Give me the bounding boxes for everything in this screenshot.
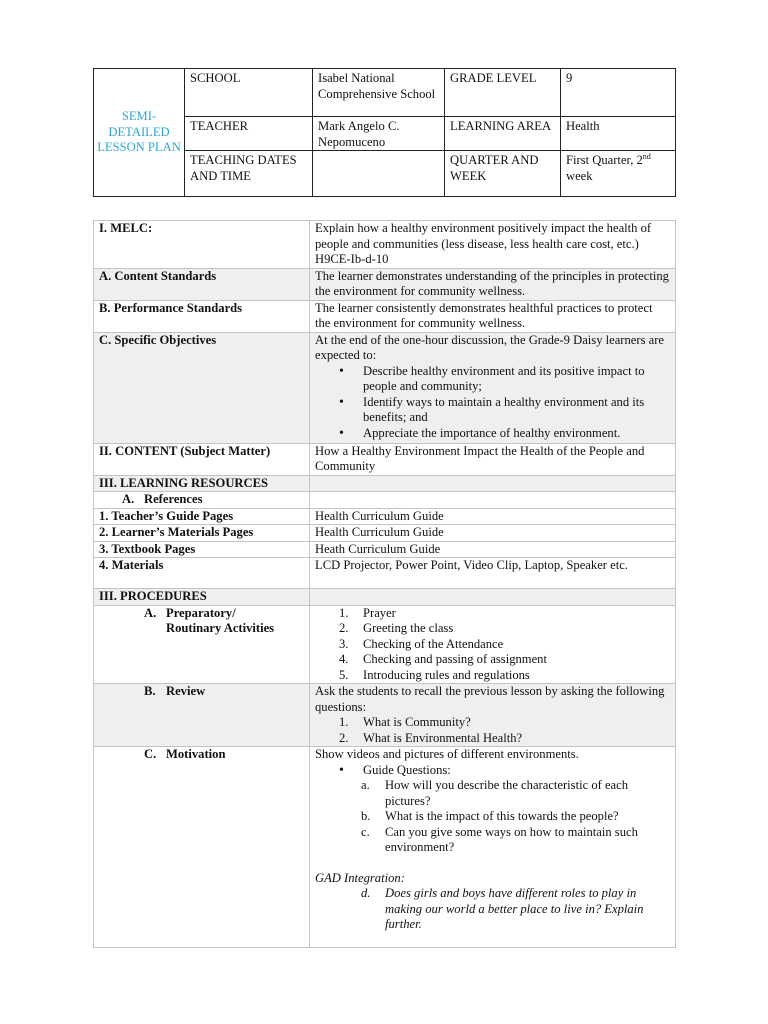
- review-label: [94, 684, 310, 747]
- preparatory-row: [94, 605, 676, 684]
- list-item: 1. What is Community?: [339, 715, 471, 729]
- objectives-intro: At the end of the one-hour discussion, the Grade-9 Daisy learners are expected to:: [315, 332, 665, 362]
- learners-materials-label: 2. Learner’s Materials Pages: [94, 525, 310, 542]
- motivation-row: [94, 747, 676, 948]
- textbook-label: 3. Textbook Pages: [94, 541, 310, 558]
- school-label: SCHOOL: [185, 69, 313, 117]
- references-row: [94, 492, 676, 509]
- list-item: 5. Introducing rules and regulations: [339, 667, 530, 682]
- content-standards-row: [94, 268, 676, 300]
- preparatory-label: [94, 605, 310, 684]
- grade-level-label: GRADE LEVEL: [445, 69, 561, 117]
- list-item: 2. Greeting the class: [339, 621, 454, 635]
- teacher-value: Mark Angelo C. Nepomuceno: [313, 117, 445, 151]
- list-item: 2. What is Environmental Health?: [339, 730, 523, 745]
- list-item: 3. Checking of the Attendance: [339, 636, 504, 651]
- learning-resources-row: [94, 475, 676, 492]
- specific-objectives-row: [94, 332, 676, 443]
- motivation-letter: C.: [144, 747, 157, 761]
- review-list: [315, 715, 670, 746]
- quarter-week-value: [561, 151, 676, 197]
- procedures-label: III. PROCEDURES: [94, 589, 310, 606]
- teachers-guide-label: 1. Teacher’s Guide Pages: [94, 508, 310, 525]
- learners-materials-row: [94, 525, 676, 542]
- learning-area-label: LEARNING AREA: [445, 117, 561, 151]
- teachers-guide-value: Health Curriculum Guide: [310, 508, 676, 525]
- performance-standards-value: The learner consistently demonstrates healthful practices to protect the environment for community wellness.: [310, 300, 676, 332]
- review-letter: B.: [144, 684, 156, 698]
- header-table: [93, 68, 676, 197]
- week-text: week: [566, 168, 593, 183]
- list-item: 4. Checking and passing of assignment: [339, 652, 547, 666]
- review-intro: Ask the students to recall the previous lesson by asking the following questions:: [315, 684, 665, 714]
- review-value: [310, 684, 676, 747]
- learning-resources-label: III. LEARNING RESOURCES: [94, 475, 310, 492]
- list-item: b. What is the impact of this towards the people?: [361, 809, 619, 823]
- review-text: Review: [166, 684, 206, 698]
- plan-title: SEMI-DETAILED LESSON PLAN: [94, 69, 185, 197]
- gad-text: Does girls and boys have different roles to play in making our world a better place to live in? Explain further.: [385, 886, 644, 931]
- motivation-value: [310, 747, 676, 948]
- teacher-label: TEACHER: [185, 117, 313, 151]
- textbook-value: Heath Curriculum Guide: [310, 541, 676, 558]
- quarter-ordinal: nd: [642, 151, 651, 161]
- materials-value: LCD Projector, Power Point, Video Clip, Laptop, Speaker etc.: [310, 558, 676, 589]
- gad-letter: d.: [361, 886, 371, 900]
- list-item: • Appreciate the importance of healthy environment.: [315, 426, 670, 442]
- preparatory-text-2: Routinary Activities: [166, 621, 275, 635]
- textbook-row: [94, 541, 676, 558]
- preparatory-letter: A.: [144, 605, 157, 620]
- guide-questions-list: [315, 778, 670, 856]
- list-item: • Identify ways to maintain a healthy environment and its benefits; and: [315, 395, 670, 426]
- content-label: II. CONTENT (Subject Matter): [94, 443, 310, 475]
- objectives-list: [315, 364, 670, 442]
- lesson-plan-table: [93, 220, 676, 948]
- review-row: [94, 684, 676, 747]
- list-item: 1. Prayer: [339, 605, 396, 620]
- materials-label: 4. Materials: [94, 558, 310, 589]
- learners-materials-value: Health Curriculum Guide: [310, 525, 676, 542]
- specific-objectives-value: [310, 332, 676, 443]
- quarter-text: First Quarter, 2: [566, 153, 643, 167]
- preparatory-value: [310, 605, 676, 684]
- guide-list: [315, 763, 670, 779]
- melc-label: I. MELC:: [94, 221, 310, 269]
- list-item: • Describe healthy environment and its positive impact to people and community;: [315, 364, 670, 395]
- learning-area-value: Health: [561, 117, 676, 151]
- grade-level-value: 9: [561, 69, 676, 117]
- preparatory-text-1: Preparatory/: [166, 605, 236, 620]
- content-standards-value: The learner demonstrates understanding of the principles in protecting the environment for community wellness.: [310, 268, 676, 300]
- gad-question: [315, 886, 670, 933]
- preparatory-list: [315, 606, 670, 684]
- materials-row: [94, 558, 676, 589]
- teaching-dates-value: [313, 151, 445, 197]
- school-value: Isabel National Comprehensive School: [313, 69, 445, 117]
- melc-row: [94, 221, 676, 269]
- gad-integration-label: GAD Integration:: [315, 870, 405, 885]
- content-row: [94, 443, 676, 475]
- performance-standards-label: B. Performance Standards: [94, 300, 310, 332]
- references-label: [94, 492, 310, 509]
- performance-standards-row: [94, 300, 676, 332]
- content-standards-label: A. Content Standards: [94, 268, 310, 300]
- motivation-label: [94, 747, 310, 948]
- teachers-guide-row: [94, 508, 676, 525]
- content-value: How a Healthy Environment Impact the Health of the People and Community: [310, 443, 676, 475]
- list-item: c. Can you give some ways on how to maintain such environment?: [361, 824, 638, 854]
- motivation-text: Motivation: [166, 747, 226, 761]
- guide-questions-label: • Guide Questions:: [315, 763, 670, 779]
- list-item: a. How will you describe the characteristic of each pictures?: [361, 778, 629, 808]
- procedures-row: [94, 589, 676, 606]
- quarter-week-label: QUARTER AND WEEK: [445, 151, 561, 197]
- references-text: References: [144, 492, 203, 506]
- specific-objectives-label: C. Specific Objectives: [94, 332, 310, 443]
- motivation-intro: Show videos and pictures of different environments.: [315, 747, 579, 761]
- melc-value: Explain how a healthy environment positively impact the health of people and communities (less disease, less health care cost, etc.) H9CE-Ib-d-10: [310, 221, 676, 269]
- references-letter: A.: [122, 492, 135, 506]
- teaching-dates-label: TEACHING DATES AND TIME: [185, 151, 313, 197]
